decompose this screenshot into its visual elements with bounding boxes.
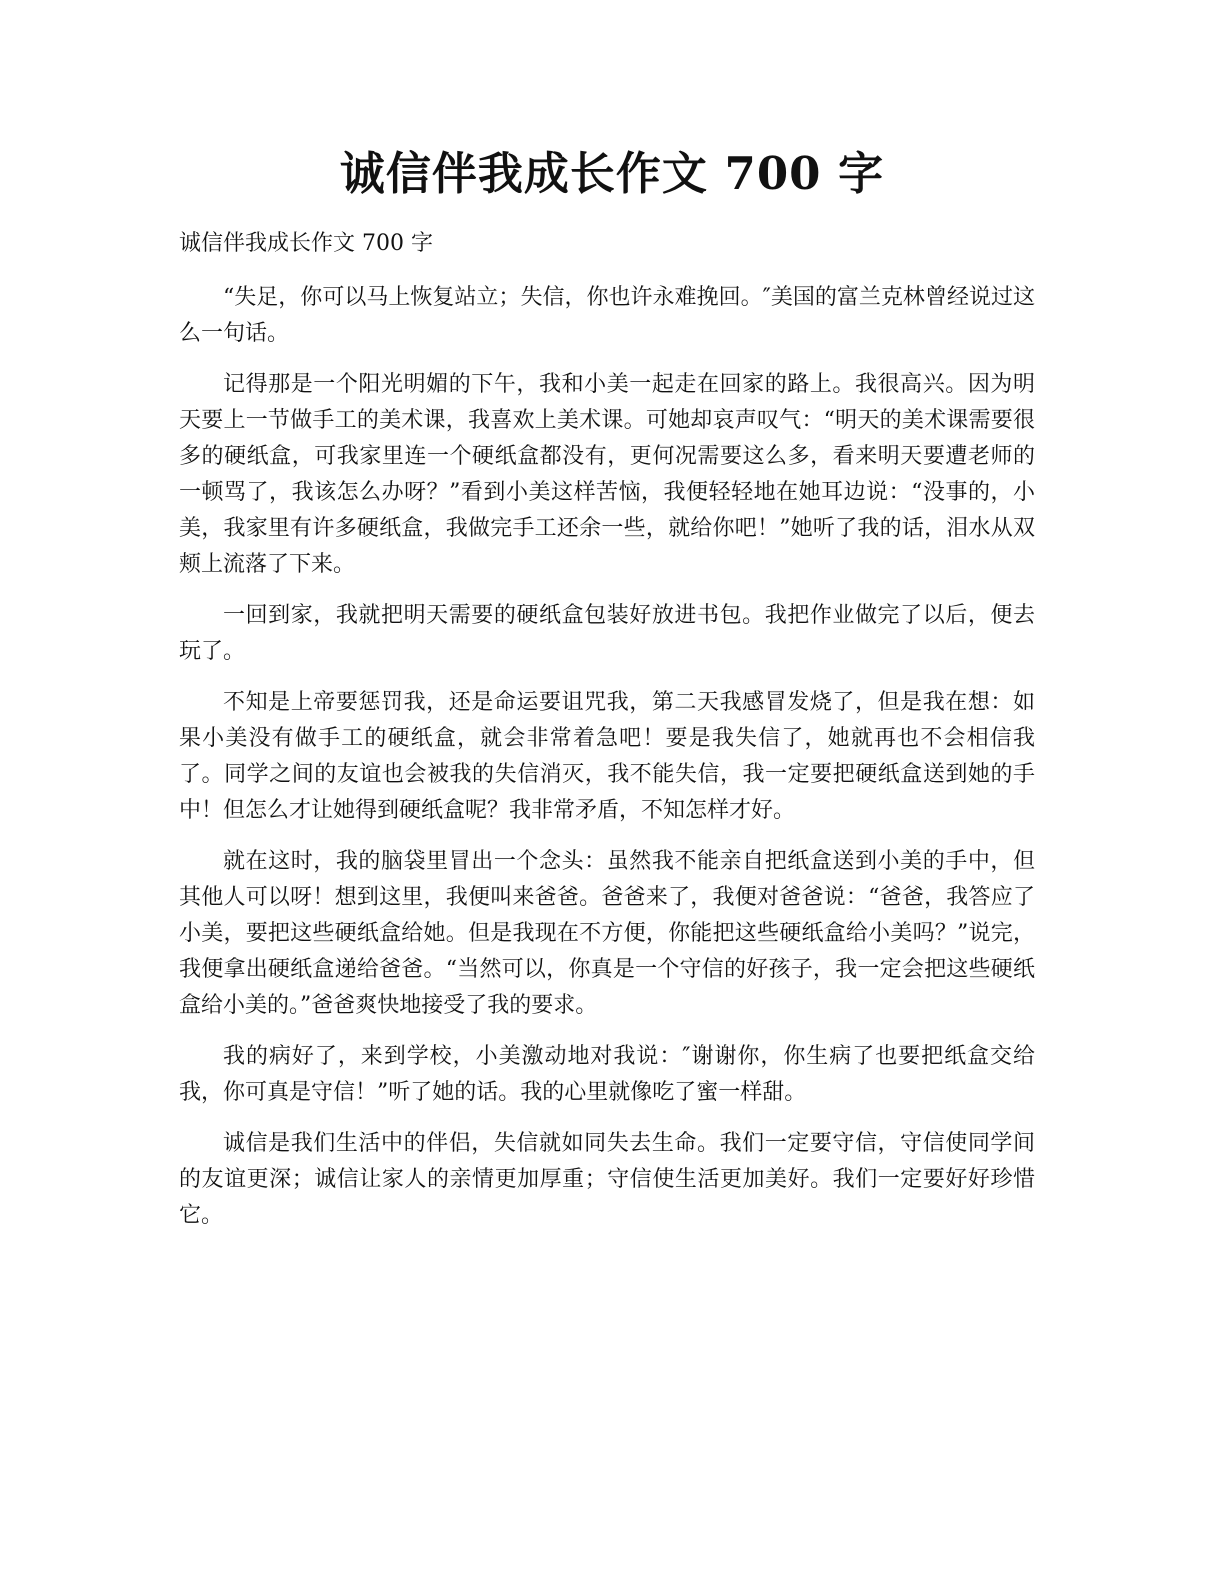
paragraph: 我的病好了，来到学校，小美激动地对我说：″谢谢你，你生病了也要把纸盒交给我，你可真是守信！”听了她的话。我的心里就像吃了蜜一样甜。 (179, 1044, 1035, 1105)
paragraph: 一回到家，我就把明天需要的硬纸盒包装好放进书包。我把作业做完了以后，便去玩了。 (179, 603, 1035, 664)
paragraph: 诚信是我们生活中的伴侣，失信就如同失去生命。我们一定要守信，守信使同学间的友谊更深；诚信让家人的亲情更加厚重；守信使生活更加美好。我们一定要好好珍惜它。 (179, 1131, 1035, 1228)
paragraph: 不知是上帝要惩罚我，还是命运要诅咒我，第二天我感冒发烧了，但是我在想：如果小美没有做手工的硬纸盒，就会非常着急吧！要是我失信了，她就再也不会相信我了。同学之间的友谊也会被我的失信消灭，我不能失信，我一定要把硬纸盒送到她的手中！但怎么才让她得到硬纸盒呢？我非常矛盾，不知怎样才好。 (179, 690, 1035, 823)
document-body (179, 226, 1035, 1249)
paragraph: 记得那是一个阳光明媚的下午，我和小美一起走在回家的路上。我很高兴。因为明天要上一节做手工的美术课，我喜欢上美术课。可她却哀声叹气：“明天的美术课需要很多的硬纸盒，可我家里连一个硬纸盒都没有，更何况需要这么多，看来明天要遭老师的一顿骂了，我该怎么办呀？”看到小美这样苦恼，我便轻轻地在她耳边说：“没事的，小美，我家里有许多硬纸盒，我做完手工还余一些，就给你吧！”她听了我的话，泪水从双颊上流落了下来。 (179, 372, 1035, 577)
paragraph: “失足，你可以马上恢复站立；失信，你也许永难挽回。″美国的富兰克林曾经说过这么一句话。 (179, 285, 1035, 346)
document-title: 诚信伴我成长作文 700 字 (339, 147, 885, 200)
paragraph: 就在这时，我的脑袋里冒出一个念头：虽然我不能亲自把纸盒送到小美的手中，但其他人可以呀！想到这里，我便叫来爸爸。爸爸来了，我便对爸爸说：“爸爸，我答应了小美，要把这些硬纸盒给她。但是我现在不方便，你能把这些硬纸盒给小美吗？”说完，我便拿出硬纸盒递给爸爸。“当然可以，你真是一个守信的好孩子，我一定会把这些硬纸盒给小美的。”爸爸爽快地接受了我的要求。 (179, 849, 1035, 1018)
document-subtitle: 诚信伴我成长作文 700 字 (179, 231, 433, 256)
